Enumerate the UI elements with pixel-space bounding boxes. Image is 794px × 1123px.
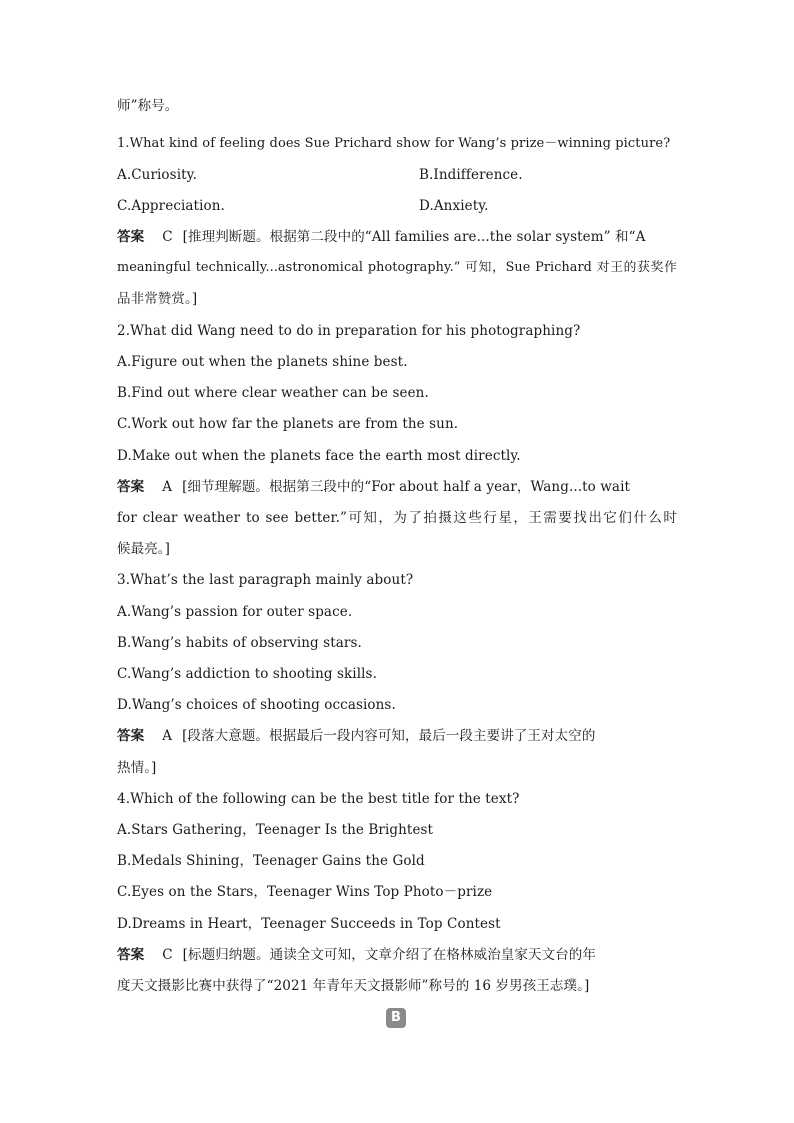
answer-1-line-3: 品非常赞赏。] — [117, 291, 198, 307]
answer-3-line-2: 热情。] — [117, 760, 157, 776]
q1-option-a: A.Curiosity. — [117, 167, 197, 183]
q1-option-d: D.Anxiety. — [419, 198, 489, 214]
answer-letter: C — [162, 229, 173, 245]
q3-option-a: A.Wang’s passion for outer space. — [117, 604, 353, 620]
answer-label: 答案 — [117, 479, 145, 495]
answer-label: 答案 — [117, 728, 145, 744]
q1-option-c: C.Appreciation. — [117, 198, 225, 214]
question-3: 3.What’s the last paragraph mainly about? — [117, 572, 414, 588]
answer-explanation: [细节理解题。根据第三段中的“For about half a year，Wang...to wait — [182, 479, 631, 495]
question-4: 4.Which of the following can be the best title for the text? — [117, 791, 520, 807]
q3-option-c: C.Wang’s addiction to shooting skills. — [117, 666, 377, 682]
q4-option-c: C.Eyes on the Stars，Teenager Wins Top Photo－prize — [117, 884, 493, 900]
answer-explanation: [标题归纳题。通读全文可知，文章介绍了在格林威治皇家天文台的年 — [182, 947, 597, 963]
q2-option-a: A.Figure out when the planets shine best. — [117, 354, 408, 370]
q4-option-a: A.Stars Gathering，Teenager Is the Brightest — [117, 822, 434, 838]
answer-label: 答案 — [117, 947, 145, 963]
answer-3 — [117, 726, 677, 746]
answer-letter: A — [162, 728, 173, 744]
q2-option-c: C.Work out how far the planets are from the sun. — [117, 416, 459, 432]
answer-2 — [117, 477, 677, 497]
q4-option-b: B.Medals Shining，Teenager Gains the Gold — [117, 853, 425, 869]
answer-2-line-2: for clear weather to see better.”可知，为了拍摄这些行星，王需要找出它们什么时 — [117, 510, 677, 526]
answer-1-line-2: meaningful technically...astronomical photography.” 可知，Sue Prichard 对王的获奖作 — [117, 260, 677, 275]
answer-explanation: [推理判断题。根据第二段中的“All families are...the solar system” 和“A — [182, 229, 646, 245]
answer-letter: C — [162, 947, 173, 963]
question-1: 1.What kind of feeling does Sue Prichard show for Wang’s prize－winning picture? — [117, 136, 671, 151]
answer-1 — [117, 227, 677, 247]
continued-text: 师”称号。 — [117, 98, 179, 114]
footer-logo: B — [386, 1008, 406, 1028]
answer-2-line-3: 候最亮。] — [117, 541, 171, 557]
q1-option-b: B.Indifference. — [419, 167, 523, 183]
answer-explanation: [段落大意题。根据最后一段内容可知，最后一段主要讲了王对太空的 — [182, 728, 596, 744]
question-2: 2.What did Wang need to do in preparation for his photographing? — [117, 323, 581, 339]
q2-option-b: B.Find out where clear weather can be seen. — [117, 385, 429, 401]
q3-option-b: B.Wang’s habits of observing stars. — [117, 635, 362, 651]
answer-4 — [117, 945, 677, 965]
q2-option-d: D.Make out when the planets face the earth most directly. — [117, 448, 521, 464]
answer-letter: A — [162, 479, 173, 495]
answer-4-line-2: 度天文摄影比赛中获得了“2021 年青年天文摄影师”称号的 16 岁男孩王志璞。] — [117, 978, 590, 994]
q4-option-d: D.Dreams in Heart，Teenager Succeeds in Top Contest — [117, 916, 501, 932]
answer-label: 答案 — [117, 229, 145, 245]
q3-option-d: D.Wang’s choices of shooting occasions. — [117, 697, 396, 713]
